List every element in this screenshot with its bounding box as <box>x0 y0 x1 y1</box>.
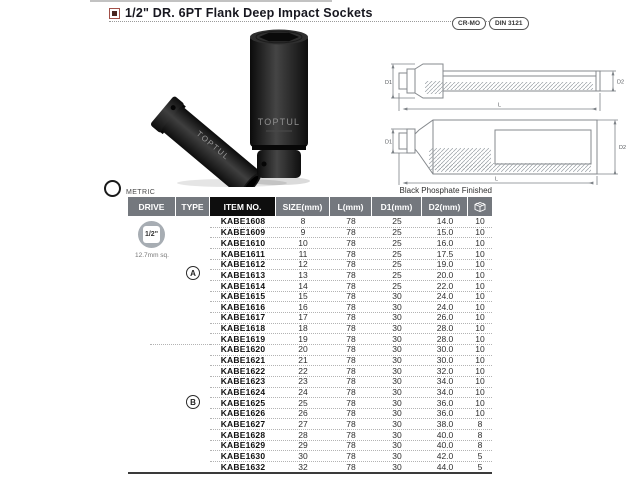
cell-size: 29 <box>298 440 308 451</box>
table-row <box>210 365 492 376</box>
table-header <box>128 197 492 216</box>
material-badge: CR-MO <box>452 17 486 30</box>
cell-length: 78 <box>346 429 356 440</box>
cell-length: 78 <box>346 237 356 248</box>
cell-qty: 10 <box>475 408 485 419</box>
cell-size: 22 <box>298 365 308 376</box>
product-photo <box>112 27 317 187</box>
table-row <box>210 355 492 366</box>
cell-d1: 30 <box>392 461 402 472</box>
column-header-length: L(mm) <box>330 197 372 216</box>
cell-item: KABE1616 <box>220 301 266 312</box>
cell-d2: 24.0 <box>436 301 454 312</box>
dim-label-l: L <box>495 176 499 183</box>
cell-d2: 34.0 <box>436 387 454 398</box>
cell-qty: 10 <box>475 248 485 259</box>
cell-d2: 26.0 <box>436 312 454 323</box>
cell-d1: 30 <box>392 429 402 440</box>
table-row <box>210 269 492 280</box>
cell-item: KABE1613 <box>220 269 266 280</box>
cell-d1: 25 <box>392 237 402 248</box>
cell-qty: 10 <box>475 280 485 291</box>
page-title: 1/2" DR. 6PT Flank Deep Impact Sockets <box>125 6 373 20</box>
cell-item: KABE1630 <box>220 451 266 462</box>
cell-size: 25 <box>298 397 308 408</box>
title-bullet-icon <box>109 8 120 19</box>
column-header-drive: DRIVE <box>128 197 176 216</box>
table-row <box>210 216 492 227</box>
cell-length: 78 <box>346 344 356 355</box>
cell-size: 12 <box>298 259 308 270</box>
cell-qty: 10 <box>475 376 485 387</box>
cell-size: 17 <box>298 312 308 323</box>
cell-length: 78 <box>346 408 356 419</box>
cell-d2: 40.0 <box>436 429 454 440</box>
cell-item: KABE1628 <box>220 429 266 440</box>
dim-label-l: L <box>498 102 502 109</box>
cell-qty: 10 <box>475 387 485 398</box>
cell-item: KABE1621 <box>220 355 266 366</box>
cell-length: 78 <box>346 291 356 302</box>
table-row <box>210 280 492 291</box>
cell-item: KABE1624 <box>220 387 266 398</box>
cell-size: 9 <box>300 227 306 238</box>
brand-etching: TOPTUL <box>194 129 232 163</box>
table-rows <box>210 216 492 472</box>
cell-size: 20 <box>298 344 308 355</box>
cell-item: KABE1610 <box>220 237 266 248</box>
cell-qty: 8 <box>477 419 483 430</box>
table-row <box>210 259 492 270</box>
cell-length: 78 <box>346 365 356 376</box>
finish-note: Black Phosphate Finished <box>399 186 492 195</box>
cell-d1: 30 <box>392 387 402 398</box>
drive-size-label: 1/2" <box>143 226 160 243</box>
table-row <box>210 408 492 419</box>
cell-item: KABE1608 <box>220 216 266 227</box>
cell-d2: 40.0 <box>436 440 454 451</box>
column-header-item: ITEM NO. <box>210 197 276 216</box>
vertical-socket <box>250 30 308 179</box>
dim-label-d1: D1 <box>385 139 393 146</box>
cell-qty: 5 <box>477 461 483 472</box>
cell-d1: 25 <box>392 259 402 270</box>
cell-item: KABE1625 <box>220 397 266 408</box>
cell-size: 23 <box>298 376 308 387</box>
brand-etching: TOPTUL <box>257 117 301 127</box>
dim-label-d2: D2 <box>619 145 627 151</box>
cell-size: 32 <box>298 461 308 472</box>
page-top-remnant <box>90 0 332 2</box>
cell-length: 78 <box>346 323 356 334</box>
cell-length: 78 <box>346 259 356 270</box>
table-row <box>210 227 492 238</box>
cell-d2: 30.0 <box>436 344 454 355</box>
cell-length: 78 <box>346 355 356 366</box>
cell-size: 21 <box>298 355 308 366</box>
cell-d1: 25 <box>392 248 402 259</box>
table-row <box>210 418 492 429</box>
cell-d2: 42.0 <box>436 451 454 462</box>
cell-d1: 25 <box>392 269 402 280</box>
cell-length: 78 <box>346 440 356 451</box>
cell-length: 78 <box>346 280 356 291</box>
cell-d2: 15.0 <box>436 227 454 238</box>
cell-size: 13 <box>298 269 308 280</box>
table-row <box>210 440 492 451</box>
cell-item: KABE1612 <box>220 259 266 270</box>
carton-icon <box>473 200 487 213</box>
cell-d1: 30 <box>392 376 402 387</box>
table-row <box>210 344 492 355</box>
cell-item: KABE1611 <box>220 248 266 259</box>
column-header-size: SIZE(mm) <box>276 197 330 216</box>
cell-size: 15 <box>298 291 308 302</box>
diagram-type-a <box>399 64 600 98</box>
cell-length: 78 <box>346 216 356 227</box>
cell-size: 24 <box>298 387 308 398</box>
table-bottom-rule <box>128 472 492 474</box>
table-row <box>210 312 492 323</box>
drive-size-badge <box>138 221 165 248</box>
cell-item: KABE1614 <box>220 280 266 291</box>
cell-length: 78 <box>346 301 356 312</box>
cell-item: KABE1619 <box>220 333 266 344</box>
cell-qty: 10 <box>475 227 485 238</box>
standard-badge: DIN 3121 <box>489 17 528 30</box>
cell-d1: 30 <box>392 301 402 312</box>
cell-d2: 14.0 <box>436 216 454 227</box>
cell-d2: 38.0 <box>436 419 454 430</box>
cell-item: KABE1632 <box>220 461 266 472</box>
cell-d1: 25 <box>392 216 402 227</box>
cell-length: 78 <box>346 333 356 344</box>
cell-qty: 10 <box>475 312 485 323</box>
type-section-divider <box>150 344 210 345</box>
table-row <box>210 248 492 259</box>
pin-hole <box>262 162 267 167</box>
cell-d2: 36.0 <box>436 397 454 408</box>
table-row <box>210 461 492 472</box>
cell-length: 78 <box>346 312 356 323</box>
cell-qty: 10 <box>475 365 485 376</box>
spec-badges <box>452 17 529 30</box>
cell-item: KABE1629 <box>220 440 266 451</box>
dim-label-d1: D1 <box>385 80 393 86</box>
table-row <box>210 237 492 248</box>
cell-item: KABE1623 <box>220 376 266 387</box>
cell-d1: 30 <box>392 312 402 323</box>
cell-d2: 28.0 <box>436 333 454 344</box>
cell-d1: 30 <box>392 323 402 334</box>
cell-length: 78 <box>346 376 356 387</box>
cell-d2: 19.0 <box>436 259 454 270</box>
cell-d2: 32.0 <box>436 365 454 376</box>
cell-d1: 30 <box>392 397 402 408</box>
cell-length: 78 <box>346 451 356 462</box>
cell-size: 19 <box>298 333 308 344</box>
cell-d2: 24.0 <box>436 291 454 302</box>
cell-item: KABE1618 <box>220 323 266 334</box>
cell-d1: 25 <box>392 227 402 238</box>
cell-d2: 44.0 <box>436 461 454 472</box>
cell-item: KABE1617 <box>220 312 266 323</box>
table-row <box>210 291 492 302</box>
cell-length: 78 <box>346 461 356 472</box>
cell-size: 28 <box>298 429 308 440</box>
angled-socket <box>150 95 267 187</box>
column-header-type: TYPE <box>176 197 210 216</box>
cell-d1: 30 <box>392 419 402 430</box>
cell-qty: 10 <box>475 344 485 355</box>
cell-d1: 30 <box>392 344 402 355</box>
cell-size: 11 <box>298 248 308 259</box>
cell-length: 78 <box>346 397 356 408</box>
cell-qty: 10 <box>475 397 485 408</box>
cell-d2: 36.0 <box>436 408 454 419</box>
metric-label: METRIC <box>126 189 156 196</box>
dim-label-d2: D2 <box>617 79 625 86</box>
column-header-d2: D2(mm) <box>422 197 468 216</box>
cell-length: 78 <box>346 248 356 259</box>
cell-d1: 30 <box>392 408 402 419</box>
table-row <box>210 387 492 398</box>
cell-qty: 10 <box>475 237 485 248</box>
cell-item: KABE1622 <box>220 365 266 376</box>
cell-size: 16 <box>298 301 308 312</box>
cell-size: 26 <box>298 408 308 419</box>
cell-d2: 16.0 <box>436 237 454 248</box>
cell-d1: 30 <box>392 440 402 451</box>
item-etching-line <box>266 130 292 132</box>
cell-item: KABE1615 <box>220 291 266 302</box>
cell-d1: 30 <box>392 365 402 376</box>
table-row <box>210 397 492 408</box>
drive-square-label: 12.7mm sq. <box>135 252 169 259</box>
cell-length: 78 <box>346 387 356 398</box>
column-header-d1: D1(mm) <box>372 197 422 216</box>
cell-d2: 17.5 <box>436 248 454 259</box>
cell-size: 10 <box>298 237 308 248</box>
cell-size: 18 <box>298 323 308 334</box>
diagram-type-b <box>399 120 597 174</box>
cell-qty: 10 <box>475 301 485 312</box>
cell-size: 30 <box>298 451 308 462</box>
table-row <box>210 333 492 344</box>
table-row <box>210 450 492 461</box>
cell-d1: 30 <box>392 355 402 366</box>
spec-table <box>128 197 492 474</box>
cell-qty: 8 <box>477 429 483 440</box>
cell-item: KABE1627 <box>220 419 266 430</box>
table-body <box>128 216 492 474</box>
cell-qty: 8 <box>477 440 483 451</box>
dimension-diagrams <box>385 56 630 190</box>
type-marker-b: B <box>186 395 200 409</box>
cell-size: 8 <box>300 216 306 227</box>
cell-d2: 34.0 <box>436 376 454 387</box>
cell-qty: 5 <box>477 451 483 462</box>
metric-circle-icon <box>104 180 121 197</box>
type-marker-a: A <box>186 266 200 280</box>
cell-d1: 30 <box>392 333 402 344</box>
cell-size: 27 <box>298 419 308 430</box>
cell-d2: 20.0 <box>436 269 454 280</box>
cell-length: 78 <box>346 269 356 280</box>
cell-qty: 10 <box>475 323 485 334</box>
cell-qty: 10 <box>475 269 485 280</box>
table-row <box>210 429 492 440</box>
cell-d1: 25 <box>392 280 402 291</box>
cell-length: 78 <box>346 419 356 430</box>
cell-item: KABE1626 <box>220 408 266 419</box>
cell-d2: 28.0 <box>436 323 454 334</box>
cell-d1: 30 <box>392 291 402 302</box>
column-header-qty <box>468 197 492 216</box>
table-row <box>210 301 492 312</box>
cell-d2: 30.0 <box>436 355 454 366</box>
cell-d1: 30 <box>392 451 402 462</box>
cell-qty: 10 <box>475 259 485 270</box>
table-row <box>210 323 492 334</box>
cell-item: KABE1620 <box>220 344 266 355</box>
cell-d2: 22.0 <box>436 280 454 291</box>
cell-qty: 10 <box>475 291 485 302</box>
cell-qty: 10 <box>475 216 485 227</box>
cell-qty: 10 <box>475 333 485 344</box>
page-title-row <box>109 6 373 20</box>
cell-qty: 10 <box>475 355 485 366</box>
cell-length: 78 <box>346 227 356 238</box>
cell-item: KABE1609 <box>220 227 266 238</box>
cell-size: 14 <box>298 280 308 291</box>
table-row <box>210 376 492 387</box>
